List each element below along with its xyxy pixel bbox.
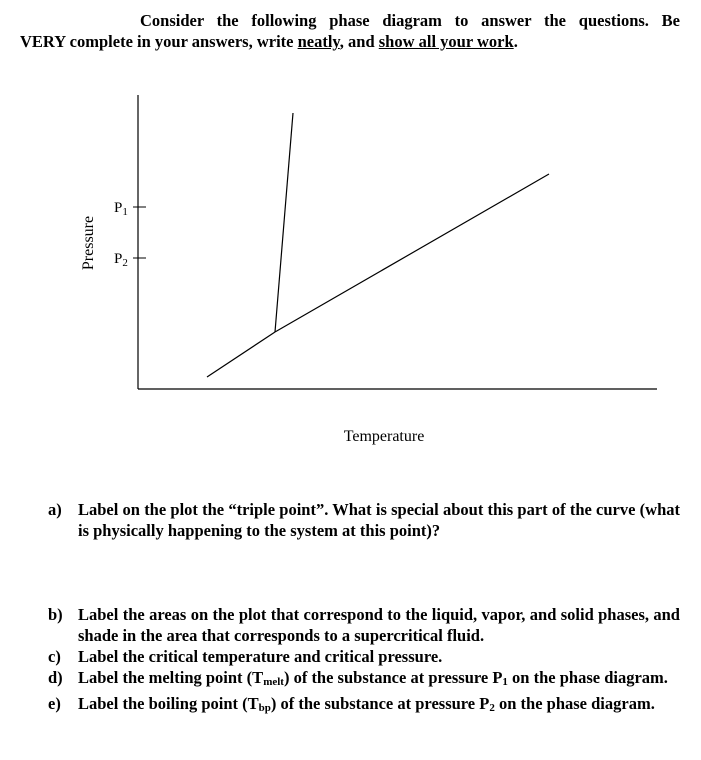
t-melt-subscript: melt: [263, 676, 284, 688]
question-e-label: e): [48, 694, 61, 713]
question-d-text: Label the melting point $(T_{melt})$ of the substance at pressure $P_1$ on the phase diagram.: [78, 668, 668, 688]
question-b-label: b): [48, 605, 63, 624]
question-d: [48, 667, 680, 693]
question-c-label: c): [48, 647, 61, 666]
question-d-label: d): [48, 668, 63, 687]
x-axis-label: Temperature: [343, 428, 425, 445]
show-work-underlined: show all your work: [378, 32, 514, 51]
instructions-prefix: VERY complete in your answers, write: [20, 32, 298, 51]
question-a-text: Label on the plot the “triple point”. What is special about this part of the curve (what is physically happening to the system at this point)?: [78, 500, 680, 540]
question-b: [48, 604, 680, 646]
neatly-underlined: neatly: [297, 32, 340, 51]
instructions-comma-and: , and: [339, 32, 379, 51]
question-e: [48, 693, 680, 719]
p1-label: $P_1$: [114, 200, 128, 218]
vaporization-curve: [275, 174, 549, 332]
melting-curve: [275, 113, 293, 332]
question-c: [48, 646, 680, 667]
p2-label: $P_2$: [114, 251, 128, 269]
questions-b-to-e: [48, 604, 680, 719]
instructions-line-1: Consider the following phase diagram to answer the questions. Be: [140, 11, 680, 30]
question-c-text: Label the critical temperature and critical pressure.: [78, 647, 443, 666]
question-b-text: Label the areas on the plot that correspond to the liquid, vapor, and solid phases, and shade in the area that corresponds to a supercritical fluid.: [78, 605, 680, 645]
p2-subscript: 2: [489, 702, 495, 714]
question-a-block: [48, 499, 680, 541]
y-axis-label: Pressure: [80, 215, 97, 271]
t-bp-subscript: bp: [258, 702, 271, 714]
question-a-label: a): [48, 500, 62, 519]
p1-subscript: 1: [502, 676, 508, 688]
instructions-period: .: [513, 32, 518, 51]
sublimation-curve: [207, 332, 275, 377]
question-e-text: Label the boiling point $(T_{bp})$ of the substance at pressure $P_2$ on the phase diagram.: [78, 694, 655, 714]
question-a: [48, 499, 680, 541]
